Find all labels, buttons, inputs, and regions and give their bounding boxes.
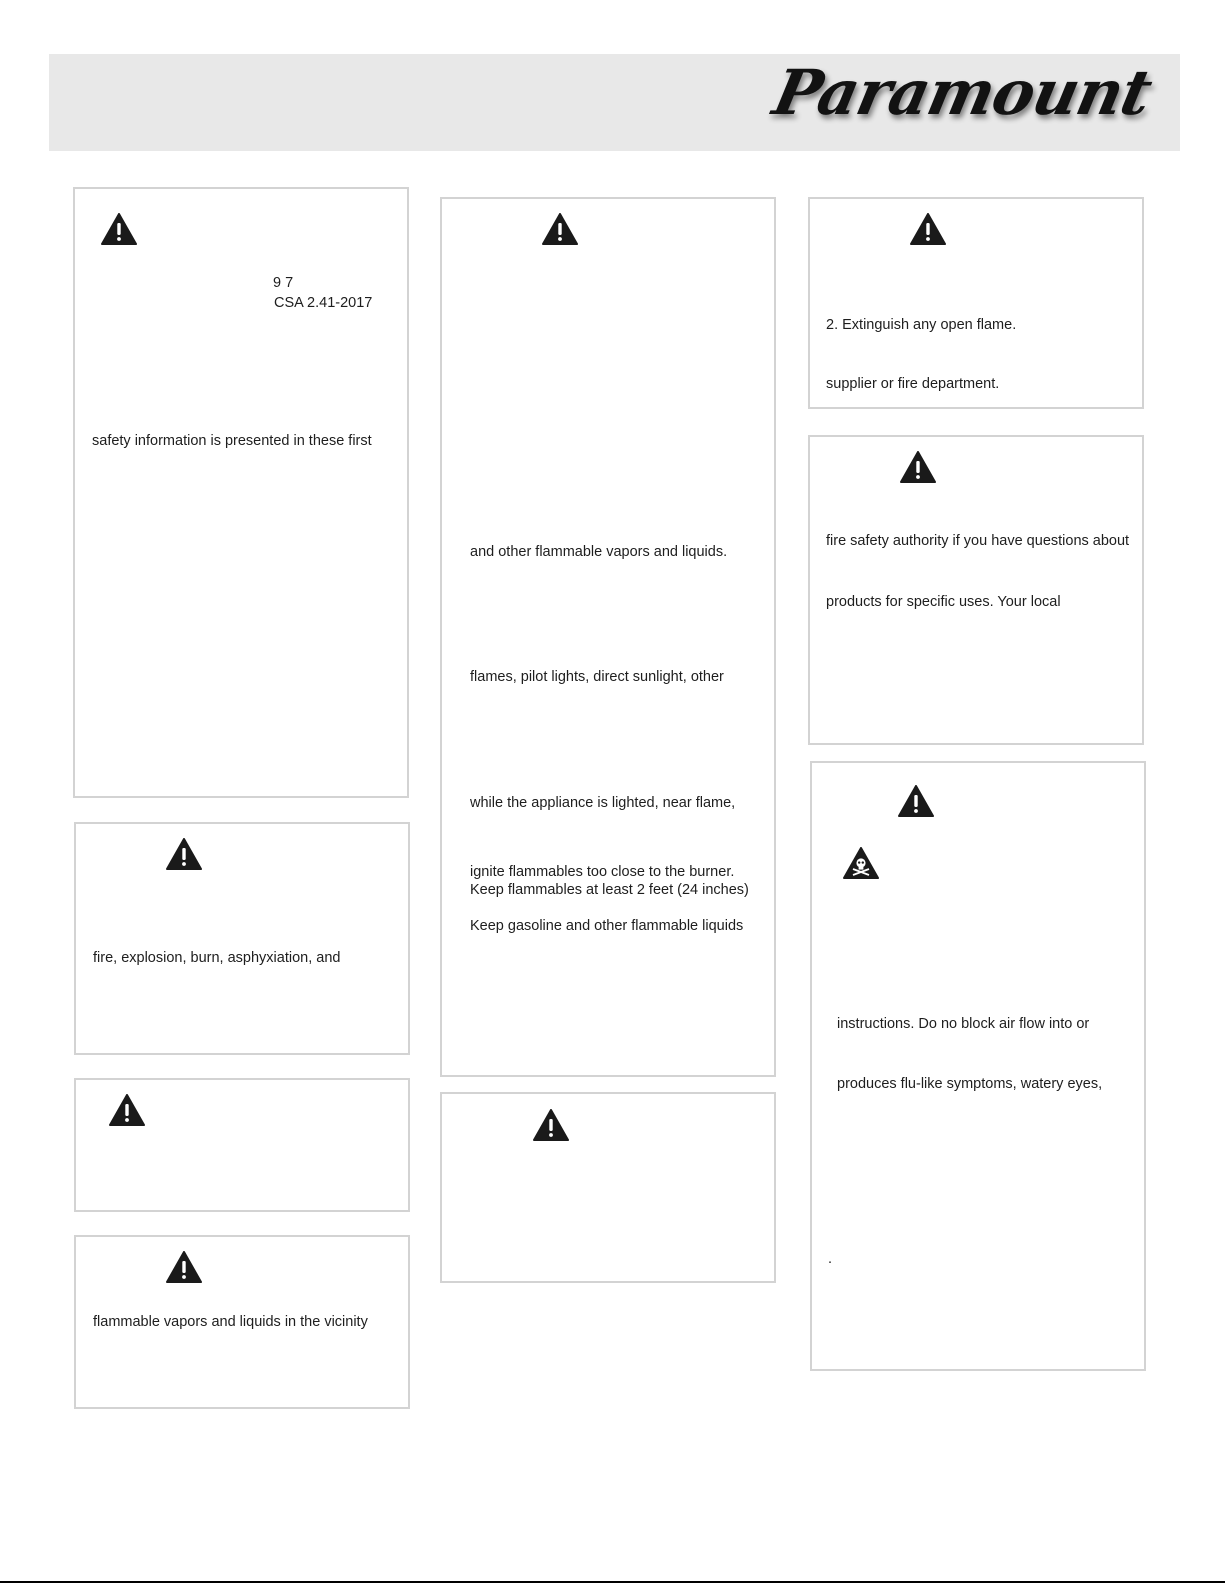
warning-icon [166,1251,202,1283]
text-line: ignite flammables too close to the burner. [470,864,735,880]
text-line: while the appliance is lighted, near flame, [470,795,736,811]
text-line: and other flammable vapors and liquids. [470,544,728,560]
warning-icon [166,838,202,870]
warning-icon [542,213,578,245]
header-band [49,54,1180,151]
text-line: CSA 2.41-2017 [274,295,373,311]
text-line: 2. Extinguish any open flame. [826,317,1017,333]
warning-box-3 [74,1078,410,1212]
warning-box-6 [440,1092,776,1283]
warning-icon [910,213,946,245]
warning-box-2 [74,822,410,1055]
warning-icon [900,451,936,483]
text-line: instructions. Do no block air flow into or [837,1016,1090,1032]
brand-logo: Paramount [767,56,1158,129]
warning-icon [101,213,137,245]
text-line: fire safety authority if you have questions about [826,533,1130,549]
text-line: products for specific uses. Your local [826,594,1061,610]
text-line: . [828,1251,833,1267]
text-line: flammable vapors and liquids in the vicinity [93,1314,368,1330]
warning-icon [533,1109,569,1141]
text-line: safety information is presented in these first [92,433,372,449]
text-line: supplier or fire department. [826,376,1000,392]
warning-icon [109,1094,145,1126]
warning-box-1 [73,187,409,798]
text-line: 9 7 [273,275,294,291]
warning-box-9 [810,761,1146,1371]
text-line: produces flu-like symptoms, watery eyes, [837,1076,1103,1092]
text-line: Keep gasoline and other flammable liquids [470,918,744,934]
warning-box-7 [808,197,1144,409]
text-line: flames, pilot lights, direct sunlight, other [470,669,724,685]
text-line: Keep flammables at least 2 feet (24 inches) [470,882,749,898]
text-line: fire, explosion, burn, asphyxiation, and [93,950,341,966]
warning-icon [898,785,934,817]
warning-box-8 [808,435,1144,745]
warning-box-4 [74,1235,410,1409]
skull-crossbones-icon [843,847,879,879]
warning-box-5 [440,197,776,1077]
page-bottom-rule [0,1581,1225,1583]
